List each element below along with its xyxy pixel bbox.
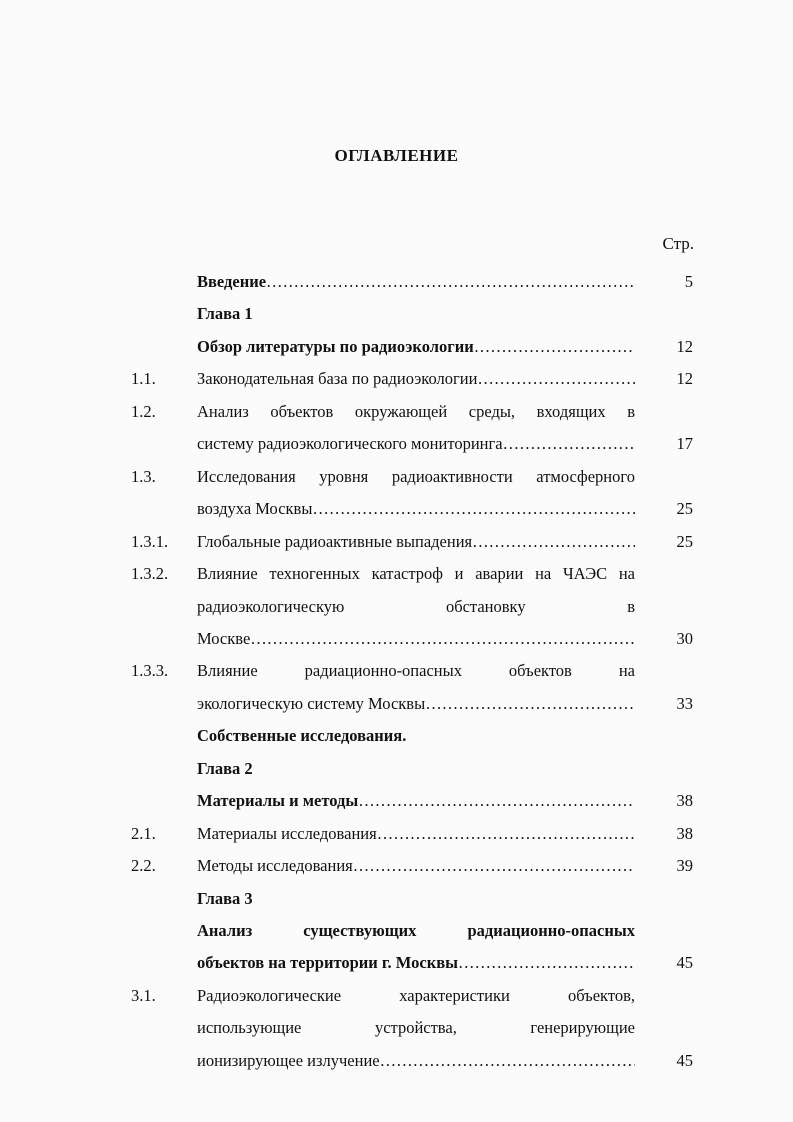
toc-entry-text: Методы исследования [197, 856, 353, 876]
toc-entry-page: 12 [676, 369, 693, 389]
dot-leader [477, 369, 635, 389]
toc-entry-line [0, 726, 793, 746]
toc-entry-number: 2.2. [131, 856, 156, 876]
toc-entry-line [0, 337, 793, 357]
dot-leader [425, 694, 635, 714]
dot-leader [380, 1051, 635, 1071]
toc-entry-page: 12 [676, 336, 693, 356]
toc-entry-line [0, 824, 793, 844]
toc-entry-line [0, 304, 793, 324]
page-title: ОГЛАВЛЕНИЕ [334, 146, 459, 165]
toc-entry-text [197, 272, 635, 292]
toc-entry-line [0, 889, 793, 909]
toc-entry-page: 38 [676, 823, 693, 843]
toc-entry-text: Анализ объектов окружающей среды, входящих в [197, 401, 635, 421]
toc-entry-text: Введение [197, 272, 267, 291]
toc-entry-text: Исследования уровня радиоактивности атмосферного [197, 466, 635, 486]
dot-leader [503, 434, 635, 454]
toc-entry-text: объектов на территории г. Москвы [197, 953, 459, 973]
toc-entry-line [0, 986, 793, 1006]
toc-entry-line [0, 953, 793, 973]
toc-entry-text: радиоэкологическую обстановку в [197, 596, 635, 616]
dot-leader [353, 856, 635, 876]
toc-entry-number: 1.3.1. [131, 531, 169, 551]
toc-entry-text: Москве [197, 628, 251, 648]
toc-entry-text: Законодательная база по радиоэкологии [197, 369, 478, 389]
dot-leader [358, 791, 635, 811]
toc-entry-text [197, 791, 635, 811]
toc-entry-text: Глава 1 [197, 304, 253, 324]
toc-entry-line [0, 629, 793, 649]
toc-entry-line [0, 499, 793, 519]
toc-entry-text: использующие устройства, генерирующие [197, 1018, 635, 1038]
toc-entry-text: Обзор литературы по радиоэкологии [197, 336, 474, 356]
toc-entry-line [0, 791, 793, 811]
dot-leader [474, 337, 635, 357]
toc-entry-number: 3.1. [131, 985, 156, 1005]
dot-leader [458, 953, 635, 973]
toc-entry-page: 38 [676, 791, 693, 811]
dot-leader [472, 532, 635, 552]
toc-entry-text: Влияние техногенных катастроф и аварии на ЧАЭС на [197, 564, 635, 584]
toc-entry-line [0, 661, 793, 681]
toc-entry-text: Анализ существующих радиационно-опасных [197, 921, 635, 940]
toc-entry-text: Глобальные радиоактивные выпадения [197, 531, 473, 551]
toc-entry-text [197, 532, 635, 552]
toc-entry-line [0, 759, 793, 779]
toc-entry-text: Глава 2 [197, 758, 253, 778]
toc-entry-number: 1.3. [131, 466, 156, 486]
toc-entry-line [0, 564, 793, 584]
toc-entry-number: 1.2. [131, 401, 156, 421]
toc-entry-line [0, 467, 793, 487]
toc-entry-text: воздуха Москвы [197, 499, 313, 519]
toc-entry-line [0, 532, 793, 552]
toc-entry-number: 1.3.3. [131, 661, 169, 681]
toc-entry-page: 39 [676, 856, 693, 876]
toc-entry-line [0, 402, 793, 422]
dot-leader [266, 272, 635, 292]
toc-entry-line [0, 434, 793, 454]
toc-entry-page: 45 [676, 953, 693, 973]
toc-entry-text: Материалы и методы [197, 791, 359, 811]
toc-entry-text: систему радиоэкологического мониторинга [197, 434, 503, 454]
toc-entry-page: 17 [676, 434, 693, 454]
toc-entry-page: 33 [676, 693, 693, 713]
toc-entry-text: Материалы исследования [197, 823, 377, 843]
toc-entry-page: 25 [676, 499, 693, 519]
toc-entry-line [0, 272, 793, 292]
toc-entry-number: 2.1. [131, 823, 156, 843]
toc-entry-text [197, 369, 635, 389]
dot-leader [312, 499, 635, 519]
toc-entry-line [0, 1051, 793, 1071]
toc-entry-page: 45 [676, 1050, 693, 1070]
toc-entry-line [0, 597, 793, 617]
toc-entry-text [197, 953, 635, 973]
dot-leader [250, 629, 635, 649]
toc-entry-text: Радиоэкологические характеристики объектов, [197, 985, 635, 1005]
toc-entry-text [197, 1051, 635, 1071]
toc-entry-line [0, 1018, 793, 1038]
toc-entry-page: 25 [676, 531, 693, 551]
toc-entry-text: Собственные исследования. [197, 726, 407, 746]
toc-entry-text [197, 434, 635, 454]
toc-entry-number: 1.3.2. [131, 564, 169, 584]
toc-entry-text [197, 824, 635, 844]
toc-entry-text: Глава 3 [197, 888, 253, 908]
toc-entry-text: ионизирующее излучение [197, 1050, 380, 1070]
toc-entry-line [0, 856, 793, 876]
toc-entry-text: Влияние радиационно-опасных объектов на [197, 661, 635, 681]
toc-entry-text [197, 856, 635, 876]
toc-entry-text [197, 629, 635, 649]
toc-entry-line [0, 694, 793, 714]
toc-entry-line [0, 921, 793, 941]
toc-entry-page: 30 [676, 628, 693, 648]
toc-entry-page: 5 [684, 272, 693, 291]
toc-entry-line [0, 369, 793, 389]
dot-leader [377, 824, 635, 844]
toc-entry-text [197, 337, 635, 357]
toc-entry-number: 1.1. [131, 369, 156, 389]
toc-entry-text: экологическую систему Москвы [197, 693, 426, 713]
toc-entry-text [197, 694, 635, 714]
page-column-header: Стр. [662, 234, 694, 253]
toc-entry-text [197, 499, 635, 519]
